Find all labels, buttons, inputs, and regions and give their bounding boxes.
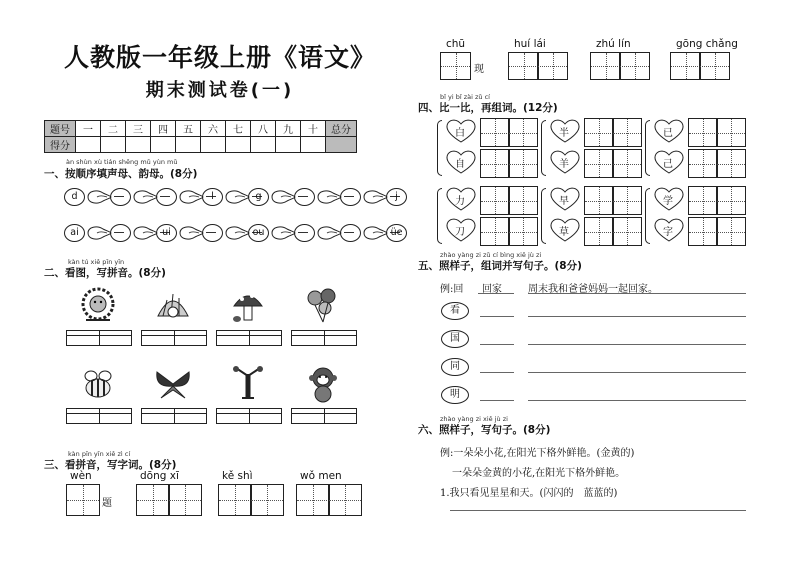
score-header-cell: 二 xyxy=(101,121,126,137)
pinyin-writing-lines[interactable] xyxy=(141,408,207,424)
score-cell[interactable] xyxy=(76,137,101,153)
letter-oval[interactable] xyxy=(110,224,131,242)
s5-title: 五、照样子，组词并写句子。(8分) xyxy=(418,260,582,272)
letter-oval[interactable]: g xyxy=(248,188,269,206)
letter-oval[interactable] xyxy=(294,188,315,206)
character-box[interactable] xyxy=(168,484,202,516)
character-box[interactable] xyxy=(480,149,510,178)
score-header-cell: 题号 xyxy=(45,121,76,137)
s6-example2: 一朵朵金黄的小花,在阳光下格外鲜艳。 xyxy=(452,468,626,479)
s6-pinyin: zhào yàng zi xiě jù zi xyxy=(440,415,508,423)
sentence-line[interactable] xyxy=(528,372,746,373)
pinyin-prompt: wǒ men xyxy=(300,470,342,482)
score-header-cell: 七 xyxy=(226,121,251,137)
peach-icon xyxy=(315,224,343,241)
character-box[interactable] xyxy=(716,217,746,246)
heart-icon xyxy=(444,217,478,243)
compare-character: 草 xyxy=(559,227,569,238)
s5-example-label: 例:回 xyxy=(440,284,464,295)
character-box[interactable] xyxy=(537,52,568,80)
balloons-icon xyxy=(303,286,343,326)
score-cell[interactable] xyxy=(276,137,301,153)
sentence-line[interactable] xyxy=(528,400,746,401)
s6-question1: 1.我只看见星星和天。(闪闪的 蓝蓝的) xyxy=(440,488,618,499)
character-box[interactable] xyxy=(590,52,621,80)
bracket xyxy=(645,188,650,244)
pinyin-prompt: huí lái xyxy=(514,38,546,50)
character-box[interactable] xyxy=(328,484,362,516)
compare-character: 白 xyxy=(455,128,465,139)
score-header-cell: 四 xyxy=(151,121,176,137)
score-cell[interactable] xyxy=(251,137,276,153)
character-box[interactable] xyxy=(688,118,718,147)
character-box[interactable] xyxy=(508,118,538,147)
peach-icon xyxy=(85,224,113,241)
letter-oval[interactable]: j xyxy=(386,188,407,206)
letter-oval[interactable] xyxy=(340,188,361,206)
pinyin-writing-lines[interactable] xyxy=(66,408,132,424)
page-subtitle: 期末测试卷(一) xyxy=(145,80,295,101)
heart-icon xyxy=(548,217,582,243)
character-box[interactable] xyxy=(612,217,642,246)
score-cell[interactable] xyxy=(326,137,357,153)
given-character: 现 xyxy=(474,64,484,75)
bracket xyxy=(645,120,650,176)
s6-answer-line[interactable] xyxy=(450,510,746,511)
s3-pinyin: kàn pīn yīn xiě zì cí xyxy=(68,450,131,458)
character-box[interactable] xyxy=(716,186,746,215)
peach-icon xyxy=(177,224,205,241)
compare-character: 自 xyxy=(455,159,465,170)
compare-character: 力 xyxy=(455,196,465,207)
given-character: 题 xyxy=(102,498,112,509)
character-box[interactable] xyxy=(688,149,718,178)
example-line xyxy=(528,293,746,294)
peach-icon xyxy=(223,224,251,241)
compare-character: 字 xyxy=(663,227,673,238)
character-box[interactable] xyxy=(584,149,614,178)
score-cell[interactable] xyxy=(101,137,126,153)
score-header-cell: 八 xyxy=(251,121,276,137)
pinyin-writing-lines[interactable] xyxy=(291,408,357,424)
bracket xyxy=(541,188,546,244)
s1-title: 一、按顺序填声母、韵母。(8分) xyxy=(44,168,198,180)
score-cell[interactable] xyxy=(301,137,326,153)
letter-oval[interactable] xyxy=(110,188,131,206)
page-title: 人教版一年级上册《语文》 xyxy=(63,43,376,72)
peach-icon xyxy=(269,224,297,241)
heart-icon xyxy=(444,186,478,212)
s4-title: 四、比一比，再组词。(12分) xyxy=(418,102,558,114)
letter-oval[interactable]: üe xyxy=(386,224,407,242)
peach-icon xyxy=(177,188,205,205)
char-oval: 国 xyxy=(441,330,469,348)
character-box[interactable] xyxy=(250,484,284,516)
score-header-cell: 一 xyxy=(76,121,101,137)
peach-icon xyxy=(269,188,297,205)
peach-icon xyxy=(315,188,343,205)
mushroom-icon xyxy=(228,286,268,326)
character-box[interactable] xyxy=(612,149,642,178)
lobster-icon xyxy=(228,364,268,404)
char-oval: 看 xyxy=(441,302,469,320)
character-box[interactable] xyxy=(508,149,538,178)
score-cell[interactable] xyxy=(201,137,226,153)
s3-title: 三、看拼音，写字词。(8分) xyxy=(44,459,177,471)
peach-icon xyxy=(361,224,389,241)
bracket xyxy=(541,120,546,176)
character-box[interactable] xyxy=(508,217,538,246)
s5-pinyin: zhào yàng zi zǔ cí bìng xiě jù zi xyxy=(440,251,542,259)
letter-oval[interactable] xyxy=(202,224,223,242)
character-box[interactable] xyxy=(612,186,642,215)
peach-icon xyxy=(361,188,389,205)
heart-icon xyxy=(652,149,686,175)
monkey-icon xyxy=(303,364,343,404)
lion-icon xyxy=(78,286,118,326)
heart-icon xyxy=(444,149,478,175)
character-box[interactable] xyxy=(612,118,642,147)
character-box[interactable] xyxy=(218,484,252,516)
peach-icon xyxy=(223,188,251,205)
pinyin-prompt: dōng xī xyxy=(140,470,179,482)
heart-icon xyxy=(548,118,582,144)
score-header-cell: 总分 xyxy=(326,121,357,137)
s1-pinyin: àn shùn xù tián shēng mǔ yùn mǔ xyxy=(66,158,178,166)
char-oval: 明 xyxy=(441,386,469,404)
letter-oval[interactable]: ou xyxy=(248,224,269,242)
character-box[interactable] xyxy=(670,52,701,80)
character-box[interactable] xyxy=(508,52,539,80)
peach-icon xyxy=(131,224,159,241)
word-line[interactable] xyxy=(480,316,514,317)
score-header-cell: 五 xyxy=(176,121,201,137)
s2-pinyin: kàn tú xiě pīn yīn xyxy=(68,258,125,266)
score-header-cell: 六 xyxy=(201,121,226,137)
character-box[interactable] xyxy=(508,186,538,215)
word-line[interactable] xyxy=(480,400,514,401)
score-table xyxy=(44,120,357,153)
compare-character: 早 xyxy=(559,196,569,207)
compare-character: 已 xyxy=(663,128,673,139)
score-cell: 得分 xyxy=(45,137,76,153)
score-cell[interactable] xyxy=(176,137,201,153)
bracket xyxy=(437,188,442,244)
s2-title: 二、看图，写拼音。(8分) xyxy=(44,267,166,279)
s5-example-word: 回家 xyxy=(482,284,502,295)
letter-oval[interactable] xyxy=(156,188,177,206)
hedgehog-icon xyxy=(153,286,193,326)
compare-character: 刀 xyxy=(455,227,465,238)
pinyin-prompt: wèn xyxy=(70,470,92,482)
example-line xyxy=(478,293,514,294)
pinyin-writing-lines[interactable] xyxy=(291,330,357,346)
char-oval: 同 xyxy=(441,358,469,376)
character-box[interactable] xyxy=(480,217,510,246)
heart-icon xyxy=(548,186,582,212)
word-line[interactable] xyxy=(480,344,514,345)
heart-icon xyxy=(652,118,686,144)
character-box[interactable] xyxy=(716,149,746,178)
peach-icon xyxy=(85,188,113,205)
letter-oval[interactable]: ui xyxy=(156,224,177,242)
s4-pinyin: bǐ yi bǐ zài zǔ cí xyxy=(440,93,490,101)
pinyin-prompt: chū xyxy=(446,38,466,50)
character-box[interactable] xyxy=(688,186,718,215)
pinyin-writing-lines[interactable] xyxy=(141,330,207,346)
word-line[interactable] xyxy=(480,372,514,373)
heart-icon xyxy=(652,186,686,212)
score-cell[interactable] xyxy=(126,137,151,153)
heart-icon xyxy=(444,118,478,144)
pinyin-writing-lines[interactable] xyxy=(216,330,282,346)
compare-character: 学 xyxy=(663,196,673,207)
character-box[interactable] xyxy=(619,52,650,80)
score-header-cell: 十 xyxy=(301,121,326,137)
pinyin-writing-lines[interactable] xyxy=(216,408,282,424)
character-box[interactable] xyxy=(699,52,730,80)
character-box[interactable] xyxy=(296,484,330,516)
s5-example-sentence: 周末我和爸爸妈妈一起回家。 xyxy=(528,284,658,295)
sentence-line[interactable] xyxy=(528,316,746,317)
character-box[interactable] xyxy=(66,484,100,516)
character-box[interactable] xyxy=(584,118,614,147)
letter-oval[interactable]: l xyxy=(202,188,223,206)
score-cell[interactable] xyxy=(226,137,251,153)
character-box[interactable] xyxy=(480,118,510,147)
heart-icon xyxy=(548,149,582,175)
pinyin-prompt: kě shì xyxy=(222,470,253,482)
character-box[interactable] xyxy=(584,186,614,215)
s6-example1: 例:一朵朵小花,在阳光下格外鲜艳。(金黄的) xyxy=(440,448,635,459)
compare-character: 半 xyxy=(559,128,569,139)
heart-icon xyxy=(652,217,686,243)
letter-oval[interactable]: d xyxy=(64,188,85,206)
peach-icon xyxy=(131,188,159,205)
bee-icon xyxy=(78,364,118,404)
score-header-cell: 九 xyxy=(276,121,301,137)
butterfly-icon xyxy=(153,364,193,404)
character-box[interactable] xyxy=(688,217,718,246)
pinyin-writing-lines[interactable] xyxy=(66,330,132,346)
character-box[interactable] xyxy=(584,217,614,246)
pinyin-prompt: gōng chǎng xyxy=(676,38,738,50)
s6-title: 六、照样子，写句子。(8分) xyxy=(418,424,551,436)
sentence-line[interactable] xyxy=(528,344,746,345)
character-box[interactable] xyxy=(440,52,471,80)
score-cell[interactable] xyxy=(151,137,176,153)
bracket xyxy=(437,120,442,176)
letter-oval[interactable] xyxy=(340,224,361,242)
character-box[interactable] xyxy=(480,186,510,215)
letter-oval[interactable]: ai xyxy=(64,224,85,242)
compare-character: 己 xyxy=(663,159,673,170)
character-box[interactable] xyxy=(136,484,170,516)
pinyin-prompt: zhú lín xyxy=(596,38,631,50)
letter-oval[interactable] xyxy=(294,224,315,242)
score-header-cell: 三 xyxy=(126,121,151,137)
compare-character: 羊 xyxy=(559,159,569,170)
character-box[interactable] xyxy=(716,118,746,147)
